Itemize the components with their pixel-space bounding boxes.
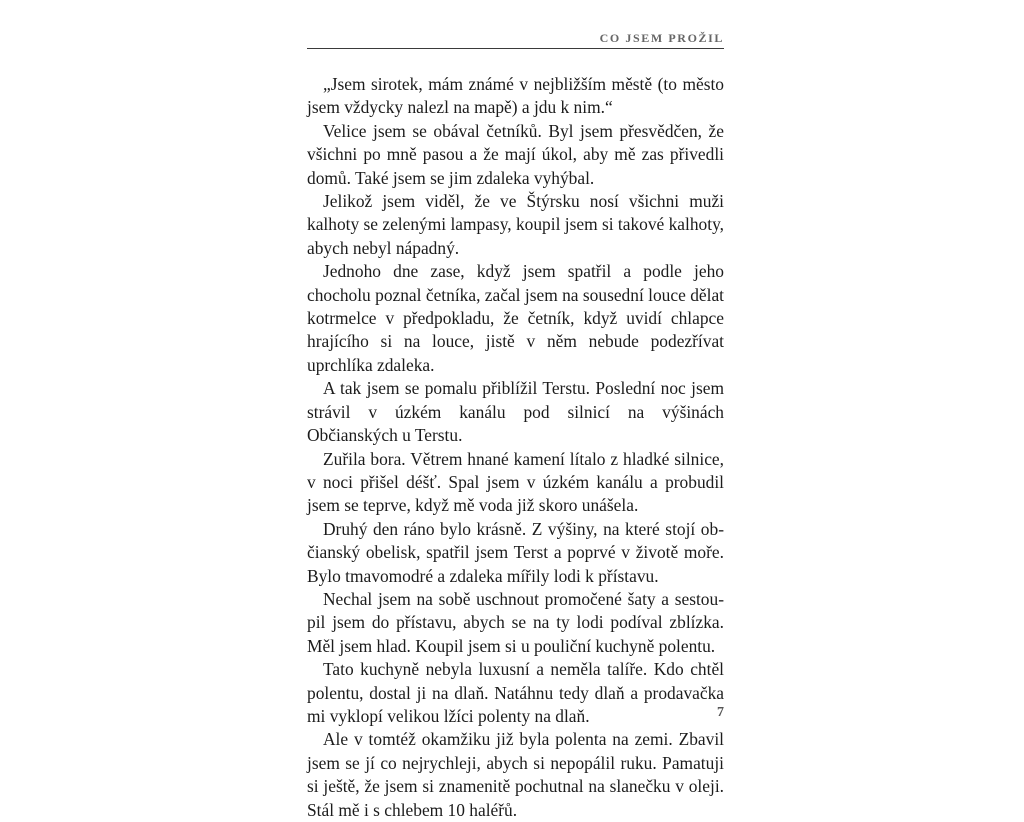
paragraph: Zuřila bora. Větrem hnané kamení lítalo z hladké silnice, v noci přišel déšť. Spal jsem v úzkém kanálu a probudil jsem se teprve, když mě voda již skoro unášela.	[307, 448, 724, 516]
paragraph: Druhý den ráno bylo krásně. Z výšiny, na které stojí občianský obelisk, spatřil jsem Terst a poprvé v životě moře. Bylo tmavomodré a zdaleka mířily lodi k přístavu.	[307, 518, 724, 586]
paragraph: „Jsem sirotek, mám známé v nejbližším městě (to město jsem vždycky nalezl na mapě) a jdu k nim.“	[307, 74, 724, 118]
paragraph: Jednoho dne zase, když jsem spatřil a podle jeho chocholu poznal četníka, začal jsem na sousední louce dělat kotrmelce v předpokladu, že četník, když uvidí chlapce hrajícího si na louce, jistě v něm nebude podezřívat uprchlíka zdaleka.	[307, 261, 724, 375]
paragraph: Jelikož jsem viděl, že ve Štýrsku nosí všichni muži kalhoty se zelenými lampasy, koupil jsem si takové kalhoty, abych nebyl nápadný.	[307, 191, 724, 258]
body-text	[307, 73, 724, 822]
paragraph: Nechal jsem na sobě uschnout promočené šaty a sestoupil jsem do přístavu, abych se na ty lodi podíval zblízka. Měl jsem hlad. Koupil jsem si u pouliční kuchyně polentu.	[307, 588, 724, 656]
running-head-title: CO JSEM PROŽIL	[599, 31, 724, 45]
paragraph: Velice jsem se obával četníků. Byl jsem přesvědčen, že všichni po mně pasou a že mají úkol, aby mě zas přivedli domů. Také jsem se jim zdaleka vyhýbal.	[307, 120, 724, 188]
paragraph: A tak jsem se pomalu přiblížil Terstu. Poslední noc jsem strávil v úzkém kanálu pod silnicí na výšinách Občianských u Terstu.	[307, 378, 724, 446]
paragraph: Ale v tomtéž okamžiku již byla polenta na zemi. Zbavil jsem se jí co nejrychleji, abych si nepopálil ruku. Pamatuji si ještě, že jsem si znamenitě pochutnal na slanečku v oleji. Stál mě i s chlebem 10 haléřů.	[307, 729, 724, 820]
running-head	[307, 30, 724, 49]
page-number: 7	[717, 705, 724, 720]
paragraph: Tato kuchyně nebyla luxusní a neměla talíře. Kdo chtěl polentu, dostal ji na dlaň. Natáhnu tedy dlaň a prodavačka mi vyklopí velikou lžíci polenty na dlaň.	[307, 659, 724, 726]
